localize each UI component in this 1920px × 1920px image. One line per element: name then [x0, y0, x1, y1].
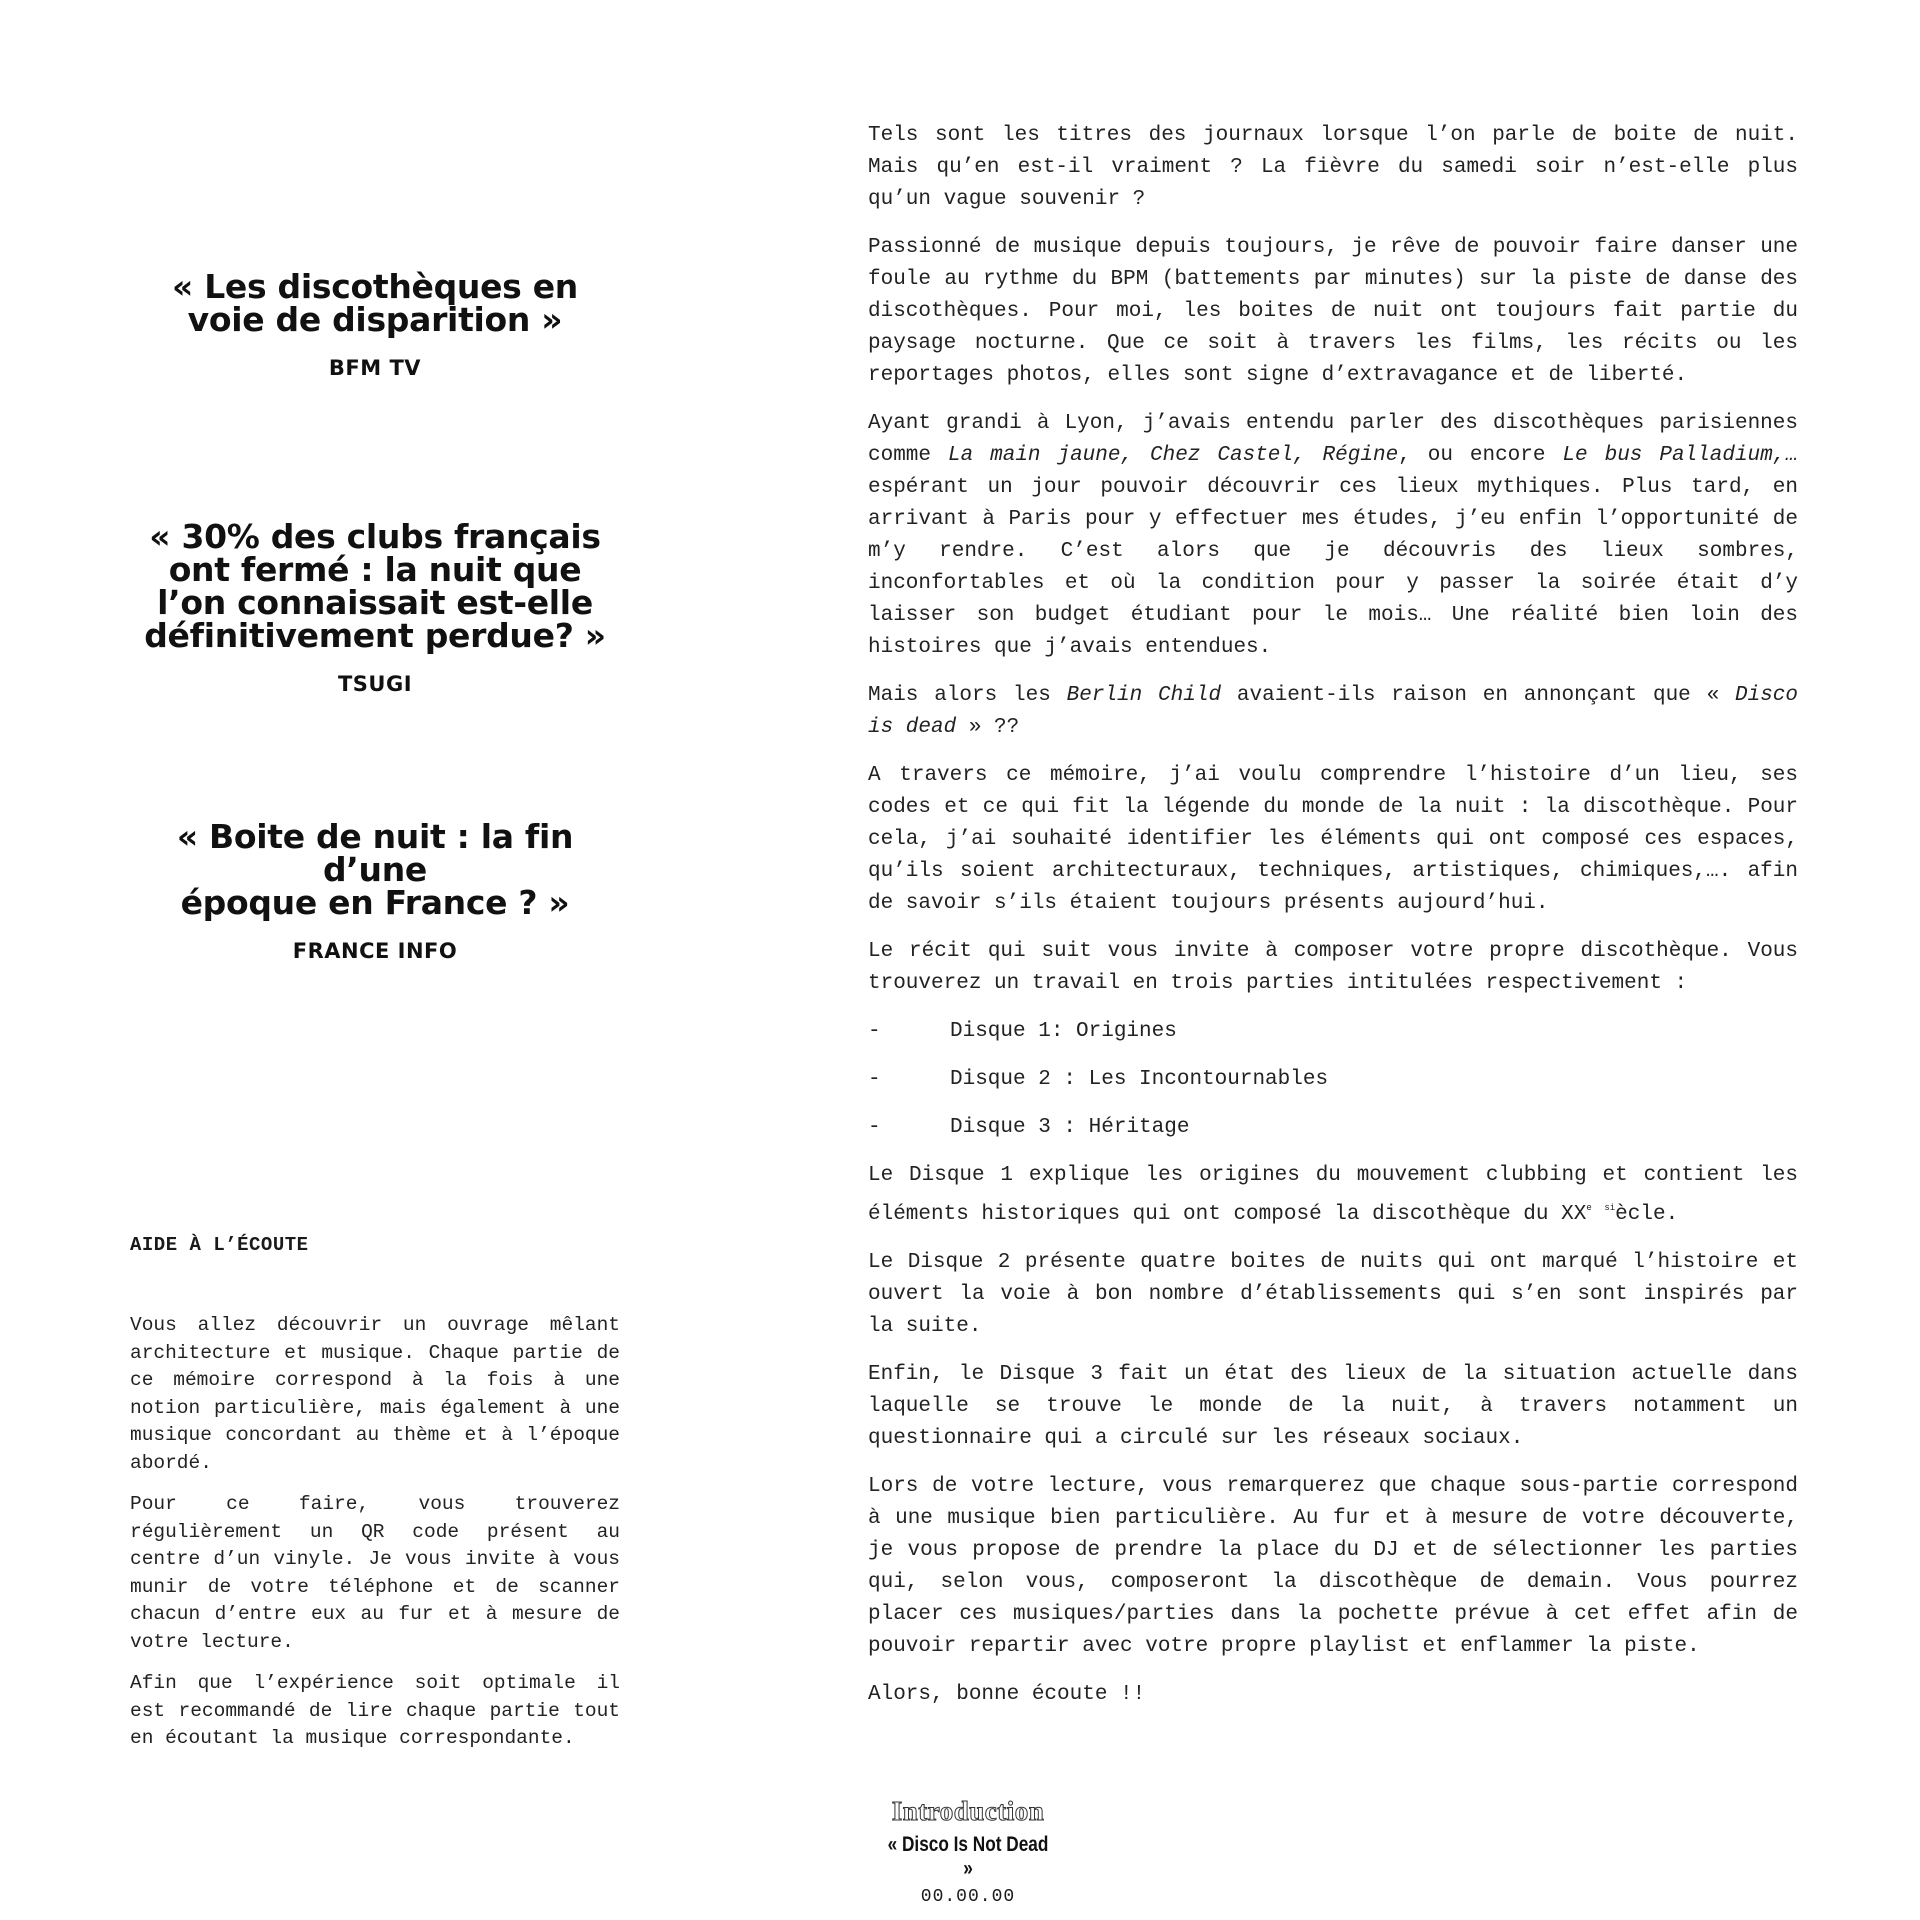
paragraph-11: Alors, bonne écoute !!	[868, 1683, 1146, 1706]
text-span: espérant un jour pouvoir découvrir ces lieux mythiques. Plus tard, en arrivant à Paris pour y effectuer mes études, j’eu enfin l’opportunité de m’y rendre. C’est alors que je découvris des lieux sombres, inconfortables et où la condition pour y passer la soirée était d’y laisser son budget étudiant pour le mois… Une réalité bien loin des histoires que j’avais entendues.	[868, 476, 1798, 659]
track-time: 00.00.00	[920, 1887, 1016, 1907]
list-dash: -	[868, 1020, 881, 1043]
paragraph-4	[868, 680, 1798, 744]
paragraph-3	[868, 408, 1798, 664]
quote-line: « Les discothèques en	[171, 267, 578, 306]
aide-paragraph: Pour ce faire, vous trouverez régulièrement un QR code présent au centre d’un vinyle. Je vous invite à vous munir de votre téléphone et de scanner chacun d’entre eux au fur et à mesure de votre lecture.	[130, 1493, 620, 1653]
main-text-column	[868, 120, 1798, 1727]
paragraph-6: Le récit qui suit vous invite à composer votre propre discothèque. Vous trouverez un travail en trois parties intitulées respectivement :	[868, 940, 1798, 995]
list-item-text: Disque 2 : Les Incontournables	[950, 1068, 1329, 1091]
list-dash: -	[868, 1068, 881, 1091]
aide-paragraph: Vous allez découvrir un ouvrage mêlant architecture et musique. Chaque partie de ce mémoire correspond à la fois à une notion particulière, mais également à une musique concordant au thème et à l’époque abordé.	[130, 1314, 620, 1474]
text-span: Le Disque 1 explique les origines du mouvement clubbing et contient les éléments historiques qui ont composé la discothèque du XX	[868, 1164, 1798, 1226]
paragraph-9: Enfin, le Disque 3 fait un état des lieux de la situation actuelle dans laquelle se trouve le monde de la nuit, à travers notamment un questionnaire qui a circulé sur les réseaux sociaux.	[868, 1363, 1798, 1450]
list-dash: -	[868, 1116, 881, 1139]
list-item-text: Disque 3 : Héritage	[950, 1116, 1190, 1139]
quote-line: l’on connaissait est-elle	[157, 583, 593, 622]
track-section-title: Introduction	[891, 1796, 1045, 1826]
quote-text	[130, 517, 620, 655]
paragraph-8: Le Disque 2 présente quatre boites de nuits qui ont marqué l’histoire et ouvert la voie à bon nombre d’établissements qui s’en sont inspirés par la suite.	[868, 1251, 1798, 1338]
paragraph-2: Passionné de musique depuis toujours, je rêve de pouvoir faire danser une foule au rythme du BPM (battements par minutes) sur la piste de danse des discothèques. Pour moi, les boites de nuit ont toujours fait partie du paysage nocturne. Que ce soit à travers les films, les récits ou les reportages photos, elles sont signe d’extravagance et de liberté.	[868, 236, 1798, 387]
paragraph-5: A travers ce mémoire, j’ai voulu comprendre l’histoire d’un lieu, ses codes et ce qui fit la légende du monde de la nuit : la discothèque. Pour cela, j’ai souhaité identifier les éléments qui ont composé ces espaces, qu’ils soient architecturaux, techniques, artistiques, chimiques,…. afin de savoir s’ils étaient toujours présents aujourd’hui.	[868, 764, 1798, 915]
track-name: « Disco Is Not Dead »	[887, 1833, 1049, 1880]
italic-span: Berlin Child	[1066, 684, 1222, 707]
list-item	[868, 1064, 1798, 1096]
text-span: Ayant grandi à Lyon, j’avais entendu parler des discothèques parisiennes comme	[868, 412, 1798, 467]
left-column	[130, 0, 620, 1920]
italic-span: La main jaune, Chez Castel, Régine	[947, 444, 1399, 467]
quote-text	[130, 817, 620, 922]
superscript: si	[1604, 1203, 1616, 1213]
paragraph-1: Tels sont les titres des journaux lorsque l’on parle de boite de nuit. Mais qu’en est-il vraiment ? La fièvre du samedi soir n’est-elle plus qu’un vague souvenir ?	[868, 124, 1798, 211]
quote-line: voie de disparition »	[187, 300, 563, 339]
quote-line: définitivement perdue? »	[144, 616, 606, 655]
text-span: Mais alors les	[868, 684, 1067, 707]
quote-text	[130, 267, 620, 339]
aide-title: AIDE À L’ÉCOUTE	[130, 1234, 309, 1256]
quote-line: « 30% des clubs français	[149, 517, 601, 556]
list-item-text: Disque 1: Origines	[950, 1020, 1177, 1043]
quote-source: FRANCE INFO	[292, 939, 458, 963]
list-item	[868, 1016, 1798, 1048]
italic-span: Le bus Palladium,…	[1562, 444, 1798, 467]
quote-line: ont fermé : la nuit que	[168, 550, 582, 589]
paragraph-10: Lors de votre lecture, vous remarquerez que chaque sous-partie correspond à une musique bien particulière. Au fur et à mesure de votre découverte, je vous propose de prendre la place du DJ et de sélectionner les parties qui, selon vous, composeront la discothèque de demain. Vous pourrez placer ces musiques/parties dans la pochette prévue à cet effet afin de pouvoir repartir avec votre propre playlist et enflammer la piste.	[868, 1475, 1798, 1658]
italic-span: Disco is dead	[868, 684, 1798, 739]
aide-paragraph: Afin que l’expérience soit optimale il est recommandé de lire chaque partie tout en écoutant la musique correspondante.	[130, 1672, 620, 1749]
quote-france-info	[130, 817, 620, 963]
quote-line: époque en France ? »	[180, 883, 570, 922]
quote-source: BFM TV	[328, 356, 422, 380]
list-item	[868, 1112, 1798, 1144]
paragraph-7	[868, 1160, 1798, 1231]
quote-bfm	[130, 267, 620, 380]
track-label	[868, 1796, 1068, 1907]
quote-line: « Boite de nuit : la fin d’une	[176, 817, 574, 889]
quote-tsugi	[130, 517, 620, 696]
text-span: avaient-ils raison en annonçant que «	[1221, 684, 1735, 707]
text-span: ècle.	[1615, 1203, 1679, 1226]
quote-source: TSUGI	[337, 672, 413, 696]
aide-body	[130, 1312, 620, 1767]
text-span: , ou encore	[1398, 444, 1563, 467]
superscript: e	[1586, 1203, 1592, 1213]
text-span: » ??	[956, 716, 1020, 739]
